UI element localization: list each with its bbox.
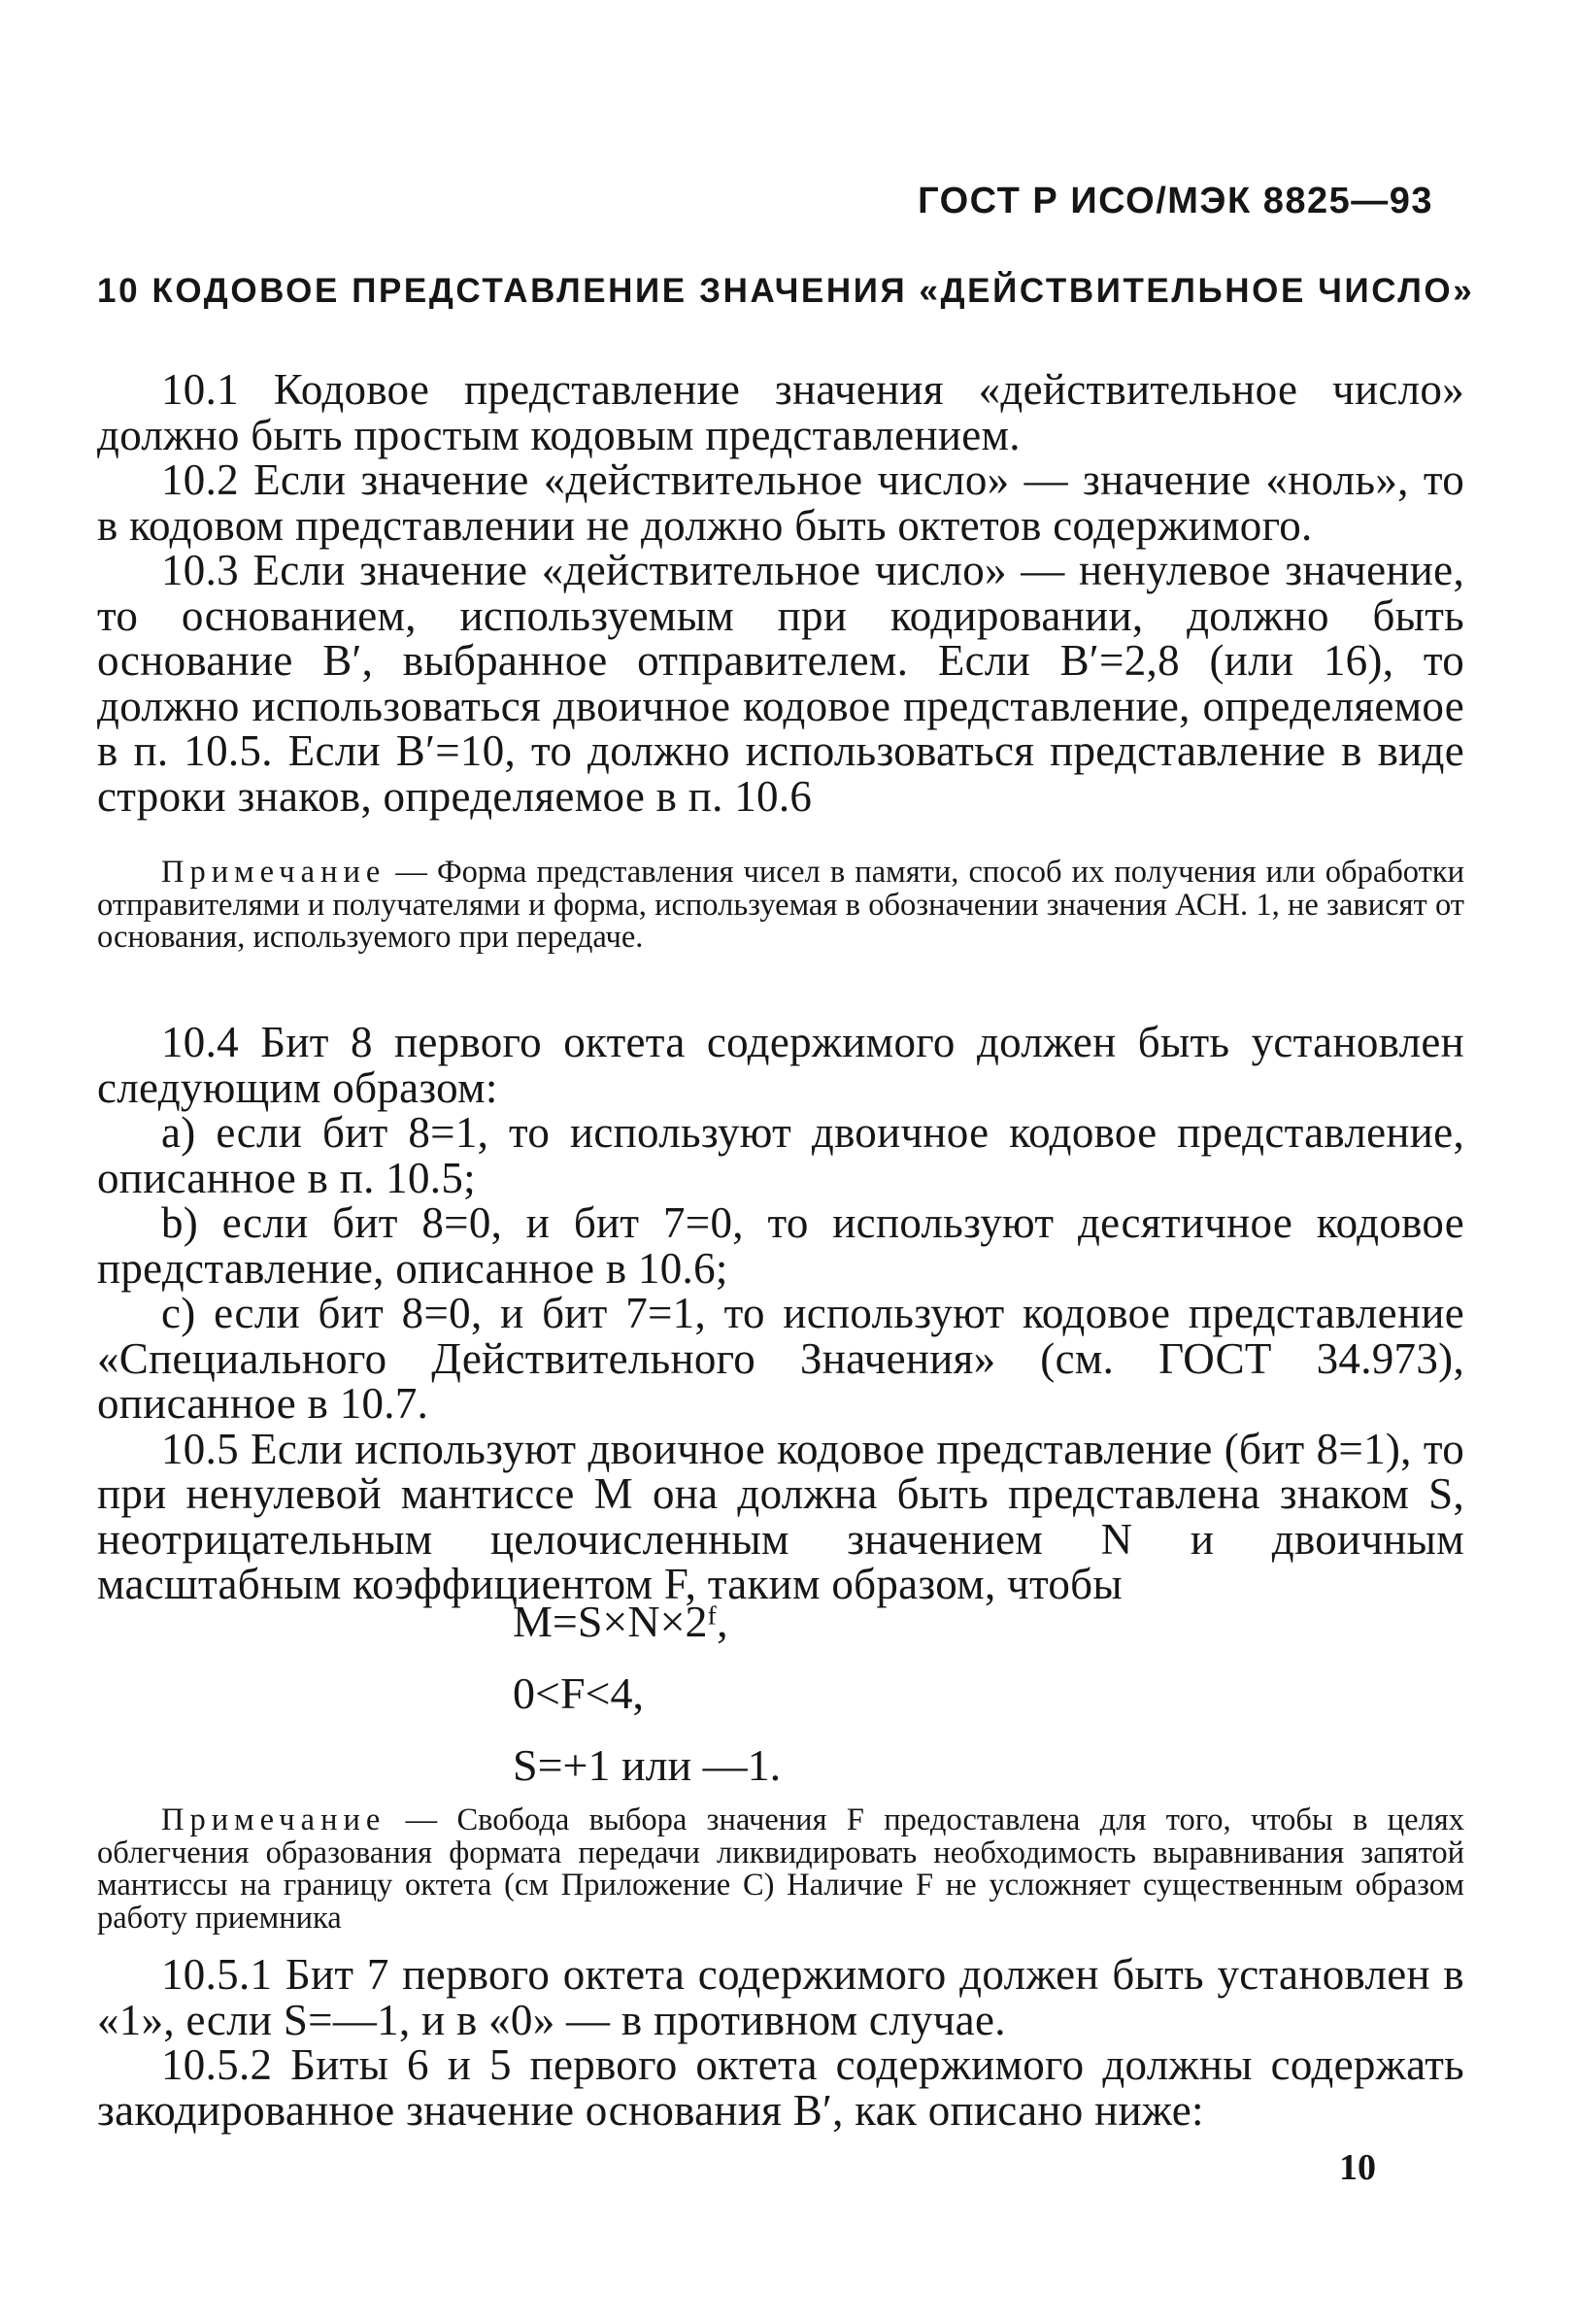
- note-1-text: — Форма представления чисел в памяти, способ их получения или обработки отправителями и получателями и форма, используемая в обозначении значения АСН. 1, не зависят от основания, используемого при передаче.: [97, 855, 1464, 955]
- paragraph-10-1: 10.1 Кодовое представление значения «действительное число» должно быть простым кодовым представлением.: [97, 365, 1464, 459]
- document-header: ГОСТ Р ИСО/МЭК 8825—93: [918, 181, 1433, 221]
- paragraph-10-5-1: 10.5.1 Бит 7 первого октета содержимого должен быть установлен в «1», если S=—1, и в «0» — в противном случае.: [97, 1950, 1464, 2044]
- formula-block: [513, 1593, 781, 1808]
- paragraph-10-2: 10.2 Если значение «действительное число» — значение «ноль», то в кодовом представлении не должно быть октетов содержимого.: [97, 455, 1464, 550]
- note-2-text: — Свобода выбора значения F предоставлена для того, чтобы в целях облегчения образования формата передачи ликвидировать необходимость выравнивания запятой мантиссы на границу октета (см Приложение С) Наличие F не усложняет существенным образом работу приемника: [97, 1802, 1464, 1936]
- formula-sign: S=+1 или —1.: [513, 1740, 782, 1790]
- paragraph-10-4: 10.4 Бит 8 первого октета содержимого должен быть установлен следующим образом:: [97, 1018, 1464, 1112]
- text-block-3: [97, 1952, 1464, 2133]
- note-1: [97, 857, 1464, 955]
- paragraph-10-5: 10.5 Если используют двоичное кодовое представление (бит 8=1), то при ненулевой мантиссе M она должна быть представлена знаком S, неотрицательным целочисленным значением N и двоичным масштабным коэффициентом F, таким образом, чтобы: [97, 1424, 1464, 1608]
- note-2-label: Примечание: [161, 1802, 386, 1837]
- formula-scale-range: 0<F<4,: [513, 1668, 644, 1718]
- list-item-b: b) если бит 8=0, и бит 7=0, то используют десятичное кодовое представление, описанное в 10.6;: [97, 1198, 1464, 1293]
- page-number: 10: [1339, 2147, 1376, 2188]
- section-title: 10 КОДОВОЕ ПРЕДСТАВЛЕНИЕ ЗНАЧЕНИЯ «ДЕЙСТВИТЕЛЬНОЕ ЧИСЛО»: [97, 272, 1475, 310]
- paragraph-10-3: 10.3 Если значение «действительное число» — ненулевое значение, то основанием, используемым при кодировании, должно быть основание B′, выбранное отправителем. Если B′=2,8 (или 16), то должно использоваться двоичное кодовое представление, определяемое в п. 10.5. Если B′=10, то должно использоваться представление в виде строки знаков, определяемое в п. 10.6: [97, 546, 1464, 821]
- note-1-label: Примечание: [161, 855, 386, 890]
- paragraph-10-5-2: 10.5.2 Биты 6 и 5 первого октета содержимого должны содержать закодированное значение основания B′, как описано ниже:: [97, 2040, 1464, 2135]
- text-block-2: [97, 1020, 1464, 1607]
- text-block-1: [97, 367, 1464, 819]
- note-2: [97, 1804, 1464, 1935]
- formula-mantissa: M=S×N×2ᶠ,: [513, 1597, 728, 1646]
- list-item-c: c) если бит 8=0, и бит 7=1, то используют кодовое представление «Специального Действительного Значения» (см. ГОСТ 34.973), описанное в 10.7.: [97, 1289, 1464, 1428]
- list-item-a: a) если бит 8=1, то используют двоичное кодовое представление, описанное в п. 10.5;: [97, 1108, 1464, 1202]
